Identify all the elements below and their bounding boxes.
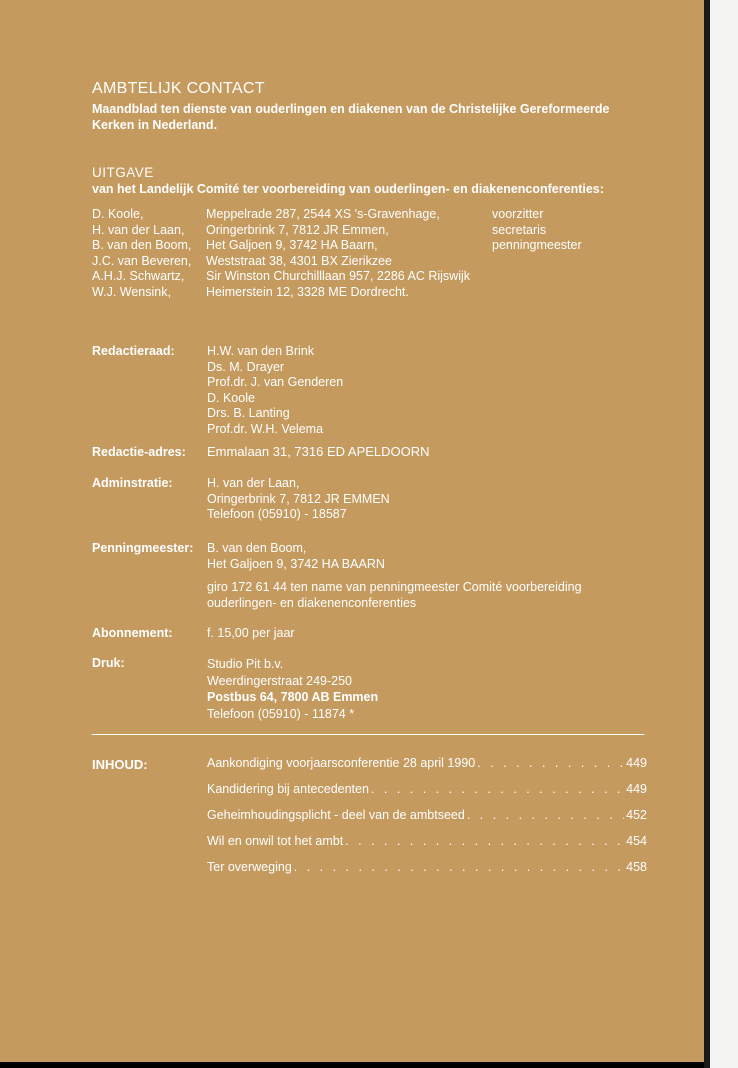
member-address: Sir Winston Churchilllaan 957, 2286 AC Rijswijk bbox=[206, 269, 471, 284]
member-address: Oringerbrink 7, 7812 JR Emmen, bbox=[206, 222, 389, 237]
magazine-subtitle: Maandblad ten dienste van ouderlingen en diakenen van de Christelijke Gereformeerde Kerken in Nederland. bbox=[92, 102, 610, 132]
member-address: Weststraat 38, 4301 BX Zierikzee bbox=[206, 253, 392, 268]
toc-leader-dots bbox=[294, 860, 624, 874]
druk-line: Weerdingerstraat 249-250 bbox=[207, 673, 352, 688]
toc-item-title: Aankondiging voorjaarsconferentie 28 april 1990 bbox=[207, 756, 476, 770]
redactieraad-list bbox=[207, 344, 343, 438]
divider bbox=[92, 734, 644, 735]
druk-postbus: Postbus 64, 7800 AB Emmen bbox=[207, 690, 379, 704]
page-edge-shadow bbox=[704, 0, 710, 1068]
administratie-label: Adminstratie: bbox=[92, 476, 173, 490]
member-name: B. van den Boom, bbox=[92, 238, 192, 253]
abonnement-label: Abonnement: bbox=[92, 626, 173, 640]
inhoud-label: INHOUD: bbox=[92, 757, 148, 772]
toc-item-title: Wil en onwil tot het ambt bbox=[207, 834, 344, 848]
redactieraad-member: H.W. van den Brink bbox=[207, 344, 314, 358]
redactieraad-member: Ds. M. Drayer bbox=[207, 359, 285, 374]
druk-details bbox=[207, 656, 378, 722]
member-name: H. van der Laan, bbox=[92, 222, 185, 237]
member-name: A.H.J. Schwartz, bbox=[92, 269, 185, 284]
toc-item-page: 458 bbox=[626, 860, 647, 874]
druk-line: Studio Pit b.v. bbox=[207, 657, 284, 671]
member-name: W.J. Wensink, bbox=[92, 284, 171, 299]
toc-item bbox=[207, 860, 647, 886]
member-address: Heimerstein 12, 3328 ME Dordrecht. bbox=[206, 284, 409, 299]
member-name: D. Koole, bbox=[92, 207, 144, 221]
penningmeester-label: Penningmeester: bbox=[92, 541, 194, 555]
member-role: voorzitter bbox=[492, 207, 544, 221]
toc-item-page: 449 bbox=[626, 782, 647, 796]
redactieraad-member: D. Koole bbox=[207, 390, 255, 405]
redactie-adres-value: Emmalaan 31, 7316 ED APELDOORN bbox=[207, 444, 430, 459]
toc-item-page: 454 bbox=[626, 834, 647, 848]
druk-label: Druk: bbox=[92, 656, 125, 670]
penningmeester-line: B. van den Boom, bbox=[207, 541, 307, 555]
abonnement-value: f. 15,00 per jaar bbox=[207, 626, 295, 640]
redactieraad-member: Drs. B. Lanting bbox=[207, 406, 290, 421]
member-address: Het Galjoen 9, 3742 HA Baarn, bbox=[206, 238, 378, 253]
page-edge-right bbox=[704, 0, 738, 1068]
toc-item bbox=[207, 782, 647, 808]
administratie-line: Oringerbrink 7, 7812 JR EMMEN bbox=[207, 491, 390, 506]
toc-item bbox=[207, 808, 647, 834]
redactieraad-member: Prof.dr. J. van Genderen bbox=[207, 375, 344, 390]
magazine-title: AMBTELIJK CONTACT bbox=[92, 80, 265, 97]
toc-item-page: 452 bbox=[626, 808, 647, 822]
member-address: Meppelrade 287, 2544 XS 's-Gravenhage, bbox=[206, 207, 440, 221]
administratie-line: H. van der Laan, bbox=[207, 476, 300, 490]
table-of-contents bbox=[207, 756, 647, 886]
toc-item-title: Ter overweging bbox=[207, 860, 292, 874]
toc-item-page: 449 bbox=[626, 756, 647, 770]
member-name: J.C. van Beveren, bbox=[92, 253, 192, 268]
penningmeester-details bbox=[207, 541, 652, 611]
administratie-details bbox=[207, 476, 390, 523]
member-role: secretaris bbox=[492, 222, 547, 237]
toc-item-title: Geheimhoudingsplicht - deel van de ambtseed bbox=[207, 808, 465, 822]
druk-phone: Telefoon (05910) - 11874 * bbox=[207, 706, 355, 721]
uitgave-subheading: van het Landelijk Comité ter voorbereiding van ouderlingen- en diakenenconferenties: bbox=[92, 182, 604, 196]
toc-leader-dots bbox=[371, 782, 624, 796]
giro-text: giro 172 61 44 ten name van penningmeester Comité voorbereiding ouderlingen- en diakenenconferenties bbox=[207, 580, 582, 610]
uitgave-heading: UITGAVE bbox=[92, 165, 154, 180]
toc-leader-dots bbox=[467, 808, 624, 822]
redactie-adres-label: Redactie-adres: bbox=[92, 445, 186, 459]
penningmeester-line: Het Galjoen 9, 3742 HA BAARN bbox=[207, 556, 385, 571]
toc-leader-dots bbox=[477, 756, 624, 770]
redactieraad-member: Prof.dr. W.H. Velema bbox=[207, 421, 324, 436]
member-role: penningmeester bbox=[492, 238, 582, 253]
toc-item bbox=[207, 834, 647, 860]
toc-item-title: Kandidering bij antecedenten bbox=[207, 782, 369, 796]
toc-leader-dots bbox=[345, 834, 624, 848]
redactieraad-label: Redactieraad: bbox=[92, 344, 175, 358]
toc-item bbox=[207, 756, 647, 782]
administratie-line: Telefoon (05910) - 18587 bbox=[207, 507, 347, 522]
